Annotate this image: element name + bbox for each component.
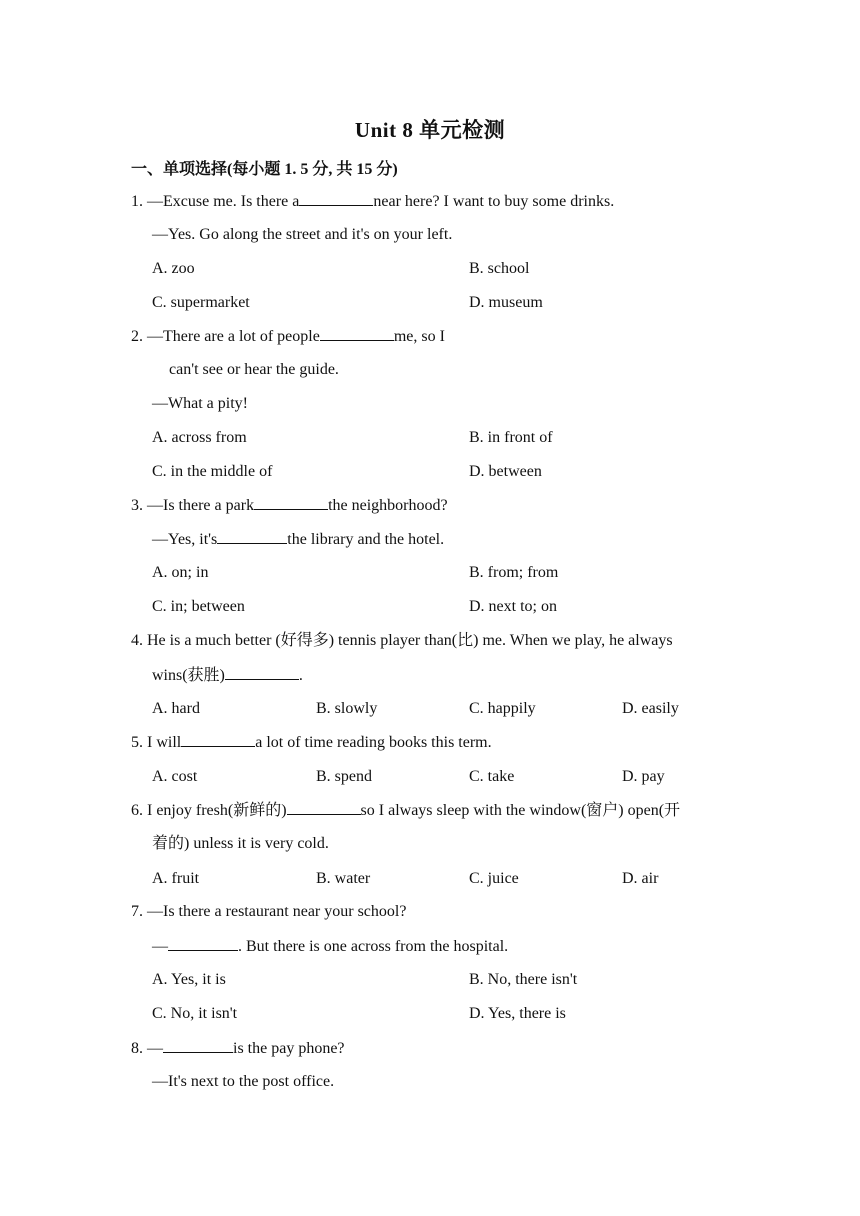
answer-blank [299,191,373,206]
answer-blank [217,529,287,544]
answer-blank [320,326,394,341]
question-6-option-d: D. air [622,870,659,887]
question-2-option-c: C. in the middle of [152,463,273,480]
question-7-option-d: D. Yes, there is [469,1005,566,1022]
question-7: 7. —Is there a restaurant near your school? [131,903,407,920]
question-1-option-d: D. museum [469,294,543,311]
question-4-option-b: B. slowly [316,700,378,717]
answer-blank [181,732,255,747]
question-3-response [152,529,444,550]
question-2-option-a: A. across from [152,429,247,446]
question-3-response-end: the library and the hotel. [287,531,445,548]
question-2-option-d: D. between [469,463,542,480]
question-8 [131,1038,345,1059]
page-title: Unit 8 单元检测 [354,118,506,142]
question-3-text-end: the neighborhood? [328,497,448,514]
question-1-option-b: B. school [469,260,530,277]
question-6-text-start: 6. I enjoy fresh(新鲜的) [131,802,287,819]
question-5 [131,732,492,753]
question-6-option-a: A. fruit [152,870,200,887]
question-6-continuation: 着的) unless it is very cold. [152,835,329,852]
question-5-text-start: 5. I will [131,734,182,751]
question-1 [131,191,614,212]
question-5-option-c: C. take [469,768,515,785]
question-1-text-start: 1. —Excuse me. Is there a [131,193,300,210]
answer-blank [168,936,238,951]
question-5-option-d: D. pay [622,768,665,785]
question-7-option-c: C. No, it isn't [152,1005,238,1022]
question-7-option-b: B. No, there isn't [469,971,578,988]
question-3-response-start: —Yes, it's [152,531,218,548]
question-1-text-end: near here? I want to buy some drinks. [373,193,615,210]
question-2 [131,326,445,347]
question-2-option-b: B. in front of [469,429,553,446]
question-8-text-end: is the pay phone? [233,1040,345,1057]
question-6 [131,800,680,821]
question-4-option-a: A. hard [152,700,200,717]
question-3-option-d: D. next to; on [469,598,557,615]
question-6-option-b: B. water [316,870,371,887]
question-3-text-start: 3. —Is there a park [131,497,255,514]
question-8-text-start: 8. — [131,1040,163,1057]
question-1-option-c: C. supermarket [152,294,250,311]
question-2-text-start: 2. —There are a lot of people [131,328,320,345]
question-7-response-end: . But there is one across from the hospital. [238,938,509,955]
answer-blank [225,665,299,680]
question-7-response [152,936,508,957]
question-4-text-start: wins(获胜) [152,667,225,684]
section-heading: 一、单项选择(每小题 1. 5 分, 共 15 分) [131,161,398,178]
question-7-response-start: — [152,938,168,955]
question-1-response: —Yes. Go along the street and it's on your left. [152,226,453,243]
question-3-option-b: B. from; from [469,564,559,581]
question-3 [131,495,448,516]
question-1-option-a: A. zoo [152,260,195,277]
question-2-continuation: can't see or hear the guide. [169,361,339,378]
question-2-text-end: me, so I [393,328,445,345]
answer-blank [163,1038,233,1053]
question-4-text-end: . [298,667,303,684]
question-4-continuation [152,665,303,686]
question-3-option-a: A. on; in [152,564,209,581]
question-8-response: —It's next to the post office. [152,1073,335,1090]
answer-blank [287,800,361,815]
question-4-option-c: C. happily [469,700,536,717]
question-7-option-a: A. Yes, it is [152,971,226,988]
question-5-text-end: a lot of time reading books this term. [255,734,492,751]
question-3-option-c: C. in; between [152,598,245,615]
question-4: 4. He is a much better (好得多) tennis player than(比) me. When we play, he always [131,632,673,649]
question-4-option-d: D. easily [622,700,679,717]
question-5-option-a: A. cost [152,768,198,785]
question-6-text-end: so I always sleep with the window(窗户) open(开 [360,802,681,819]
question-6-option-c: C. juice [469,870,519,887]
answer-blank [254,495,328,510]
question-2-response: —What a pity! [152,395,248,412]
question-5-option-b: B. spend [316,768,372,785]
